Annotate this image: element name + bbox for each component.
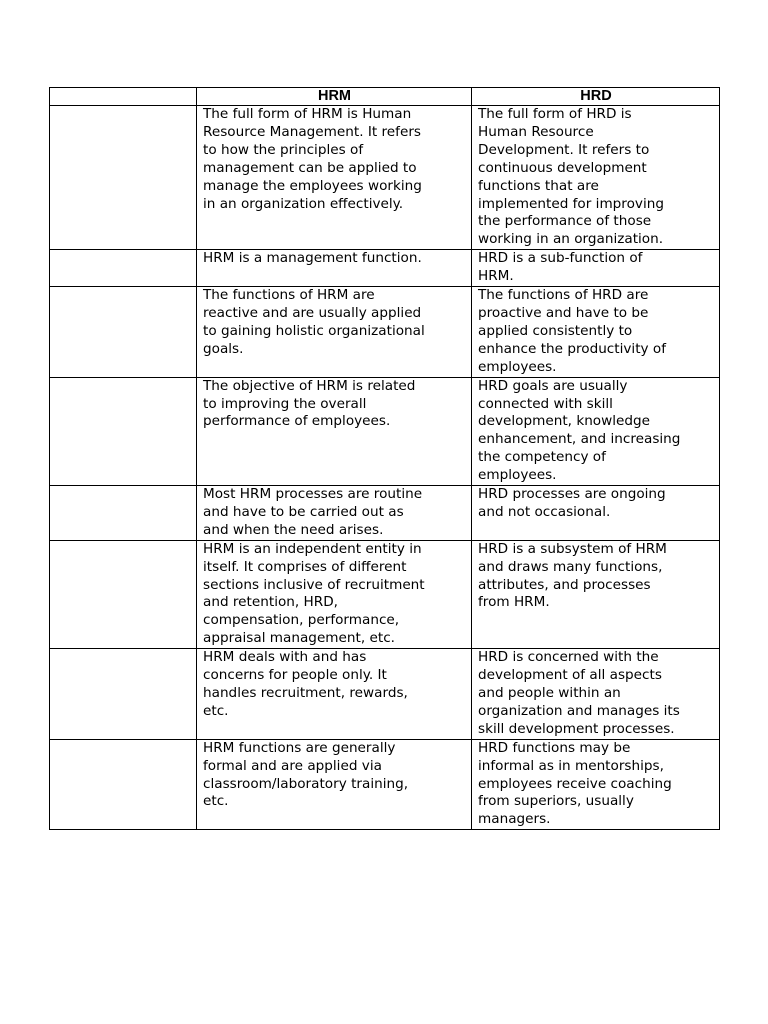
row-label-cell: [50, 377, 197, 485]
table-row: [50, 106, 720, 250]
hrm-cell: Most HRM processes are routine and have to be carried out as and when the need arises.: [197, 486, 472, 541]
hrd-cell: HRD is a subsystem of HRM and draws many functions, attributes, and processes from HRM.: [472, 540, 720, 648]
hrd-cell: The functions of HRD are proactive and have to be applied consistently to enhance the productivity of employees.: [472, 287, 720, 378]
row-label-cell: [50, 106, 197, 250]
hrm-cell: HRM is an independent entity in itself. It comprises of different sections inclusive of recruitment and retention, HRD, compensation, performance, appraisal management, etc.: [197, 540, 472, 648]
hrm-cell: HRM deals with and has concerns for people only. It handles recruitment, rewards, etc.: [197, 649, 472, 740]
header-cell-hrd: HRD: [472, 88, 720, 106]
table-row: [50, 377, 720, 485]
hrm-cell: The objective of HRM is related to improving the overall performance of employees.: [197, 377, 472, 485]
hrm-cell: The full form of HRM is Human Resource Management. It refers to how the principles of management can be applied to manage the employees working in an organization effectively.: [197, 106, 472, 250]
row-label-cell: [50, 250, 197, 287]
hrm-cell: HRM is a management function.: [197, 250, 472, 287]
table-header-row: [50, 88, 720, 106]
table-row: [50, 649, 720, 740]
row-label-cell: [50, 540, 197, 648]
hrd-cell: HRD is a sub-function of HRM.: [472, 250, 720, 287]
header-cell-blank: [50, 88, 197, 106]
hrd-cell: The full form of HRD is Human Resource Development. It refers to continuous development functions that are implemented for improving the performance of those working in an organization.: [472, 106, 720, 250]
hrd-cell: HRD goals are usually connected with skill development, knowledge enhancement, and increasing the competency of employees.: [472, 377, 720, 485]
hrd-cell: HRD functions may be informal as in mentorships, employees receive coaching from superiors, usually managers.: [472, 739, 720, 830]
row-label-cell: [50, 739, 197, 830]
table-row: [50, 250, 720, 287]
table-row: [50, 287, 720, 378]
table-row: [50, 540, 720, 648]
hrd-cell: HRD is concerned with the development of all aspects and people within an organization and manages its skill development processes.: [472, 649, 720, 740]
hrm-cell: HRM functions are generally formal and are applied via classroom/laboratory training, etc.: [197, 739, 472, 830]
row-label-cell: [50, 287, 197, 378]
hrd-cell: HRD processes are ongoing and not occasional.: [472, 486, 720, 541]
row-label-cell: [50, 649, 197, 740]
table-row: [50, 486, 720, 541]
hrm-vs-hrd-table: [49, 87, 720, 830]
row-label-cell: [50, 486, 197, 541]
table-row: [50, 739, 720, 830]
hrm-cell: The functions of HRM are reactive and are usually applied to gaining holistic organizational goals.: [197, 287, 472, 378]
header-cell-hrm: HRM: [197, 88, 472, 106]
